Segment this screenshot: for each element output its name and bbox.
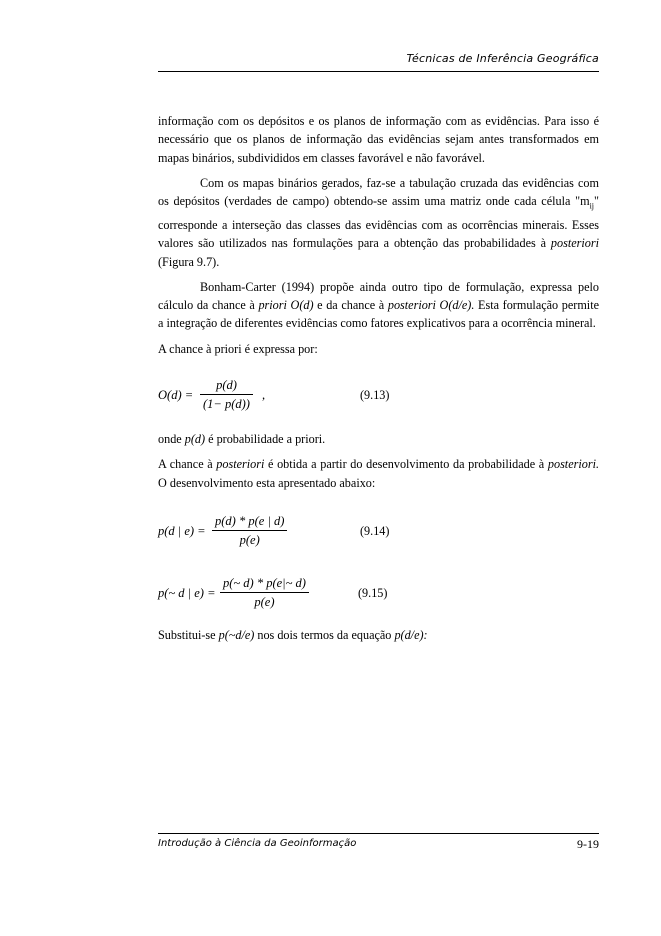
- eq1-comma: ,: [262, 388, 266, 402]
- eq2-numerator: p(d) * p(e | d): [215, 513, 285, 528]
- p5-text-b: é probabilidade a priori.: [205, 432, 326, 446]
- p7-italic-2: p(d/e):: [394, 627, 428, 642]
- eq1-lhs: O(d) =: [158, 388, 194, 402]
- eq3-denominator: p(e): [220, 592, 309, 611]
- eq3-number: (9.15): [358, 585, 388, 600]
- eq2-lhs: p(d | e) =: [158, 523, 206, 538]
- paragraph-2: [158, 174, 599, 271]
- paragraph-3: [158, 278, 599, 333]
- eq1-number: (9.13): [360, 388, 390, 402]
- eq2-fraction: [212, 512, 287, 550]
- p3-italic-2: posteriori O(d/e).: [387, 298, 475, 313]
- p6-italic-2: posteriori.: [547, 457, 599, 472]
- eq3-fraction: [220, 574, 309, 612]
- equation-9-14: [158, 512, 599, 548]
- eq1-numerator: p(d): [216, 378, 237, 392]
- eq2-denominator: p(e): [212, 530, 287, 549]
- page-body: [158, 112, 599, 651]
- p3-text-b: e da chance à: [313, 298, 388, 313]
- equation-9-15: [158, 574, 599, 610]
- paragraph-1: informação com os depósitos e os planos de informação com as evidências. Para isso é necessário que os planos de informação das evidências sejam antes transformados em mapas binários, subdivididos em classes favorável e não favorável.: [158, 114, 599, 165]
- p7-italic-1: p(~d/e): [218, 627, 255, 642]
- footer-rule: [158, 833, 599, 834]
- p3-text-c: Esta formulação permite a integração de diferentes evidências como fatores explicativos para a ocorrência mineral.: [158, 298, 599, 331]
- eq1-fraction: [200, 376, 253, 414]
- p5-text-a: onde: [158, 432, 185, 446]
- p2-subscript: ij: [589, 201, 595, 211]
- p3-italic-1: priori O(d): [258, 298, 314, 313]
- eq3-numerator: p(~ d) * p(e|~ d): [223, 575, 306, 590]
- p2-italic: posteriori: [550, 236, 599, 251]
- p2-text-c: (Figura 9.7).: [158, 254, 220, 269]
- header-rule: [158, 71, 599, 72]
- p5-italic: p(d): [184, 432, 206, 446]
- p2-text-b: " corresponde a interseção das classes das evidências com as ocorrências minerais. Esses valores são utilizados nas formulações para a obtenção das probabilidades à: [158, 194, 599, 251]
- p7-text-a: Substitui-se: [158, 627, 219, 642]
- page-number: 9-19: [577, 837, 599, 851]
- eq1-denominator: (1− p(d)): [200, 394, 253, 413]
- p6-text-a: A chance à: [158, 457, 217, 472]
- paragraph-4: A chance à priori é expressa por:: [158, 341, 318, 356]
- p3-text-a: Bonham-Carter (1994) propõe ainda outro tipo de formulação, expressa pelo cálculo da chance à: [158, 279, 599, 313]
- p6-text-b: é obtida a partir do desenvolvimento da probabilidade à: [264, 457, 548, 472]
- p7-text-b: nos dois termos da equação: [254, 627, 395, 642]
- p2-text-a: Com os mapas binários gerados, faz-se a tabulação cruzada das evidências com os depósitos (verdades de campo) obtendo-se assim uma matriz onde cada célula "m: [158, 175, 599, 209]
- p6-text-c: O desenvolvimento esta apresentado abaixo:: [158, 475, 376, 490]
- paragraph-6: [158, 455, 599, 492]
- p6-italic-1: posteriori: [216, 457, 265, 472]
- footer-book-title: Introdução à Ciência da Geoinformação: [158, 838, 357, 849]
- running-header: Técnicas de Inferência Geográfica: [406, 52, 599, 65]
- equation-9-13: [158, 376, 599, 412]
- eq3-lhs: p(~ d | e) =: [158, 585, 216, 600]
- eq2-number: (9.14): [360, 523, 390, 538]
- paragraph-5: [158, 430, 599, 448]
- paragraph-7: [158, 626, 599, 644]
- page-footer: [158, 837, 599, 849]
